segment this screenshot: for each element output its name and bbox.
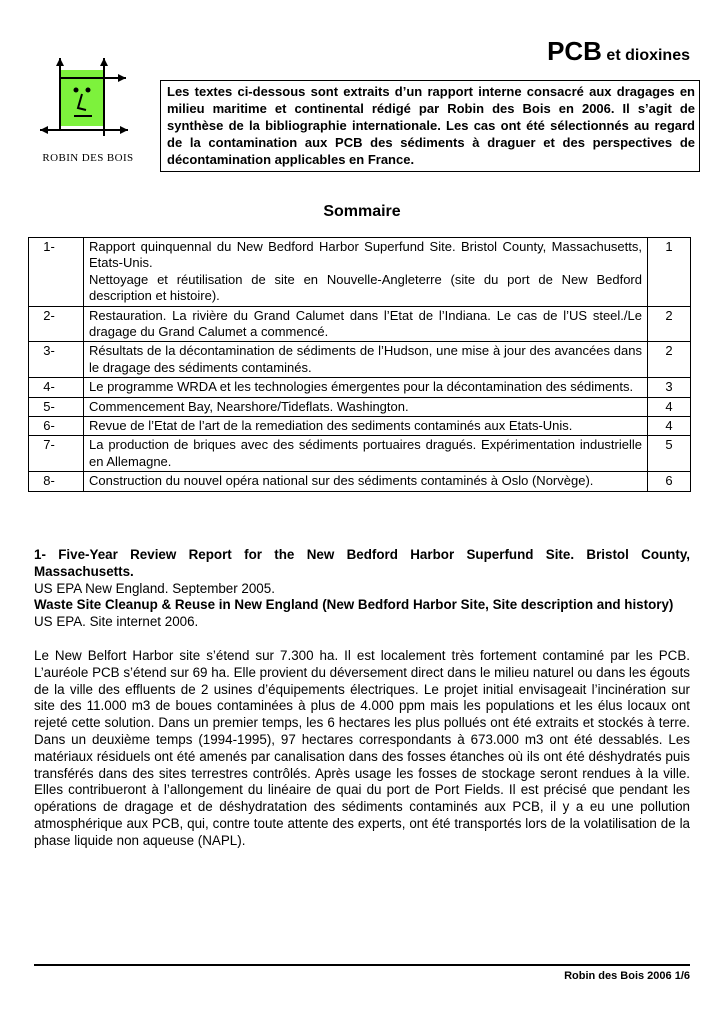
section-heading: 1- Five-Year Review Report for the New Bedford Harbor Superfund Site. Bristol County, Massachusetts. (34, 547, 690, 579)
toc-row (29, 472, 691, 491)
toc-row (29, 397, 691, 416)
toc-row (29, 342, 691, 378)
toc-text: Commencement Bay, Nearshore/Tideflats. Washington. (84, 397, 648, 416)
toc-num: 3- (29, 342, 84, 378)
toc-page: 4 (648, 417, 691, 436)
title-sub: et dioxines (606, 47, 690, 64)
toc-row (29, 417, 691, 436)
toc-text: Construction du nouvel opéra national sur des sédiments contaminés à Oslo (Norvège). (84, 472, 648, 491)
toc-text: La production de briques avec des sédiments portuaires dragués. Expérimentation industrielle en Allemagne. (84, 436, 648, 472)
toc-text: Revue de l’Etat de l’art de la remediation des sediments contaminés aux Etats-Unis. (84, 417, 648, 436)
toc-text-secondary: Nettoyage et réutilisation de site en Nouvelle-Angleterre (site du port de New Bedford description et histoire). (89, 271, 642, 304)
toc-row (29, 306, 691, 342)
section-1 (34, 547, 690, 850)
toc-num: 6- (29, 417, 84, 436)
logo-face-icon (38, 58, 138, 150)
toc-text: Rapport quinquennal du New Bedford Harbor Superfund Site. Bristol County, Massachusetts, Etats-Unis. (89, 239, 642, 271)
robin-des-bois-logo (38, 58, 138, 170)
section-subheading: Waste Site Cleanup & Reuse in New England (New Bedford Harbor Site, Site description and history) (34, 597, 674, 613)
toc-num: 5- (29, 397, 84, 416)
toc-page: 3 (648, 378, 691, 397)
section-source-2: US EPA. Site internet 2006. (34, 614, 199, 630)
toc-page: 6 (648, 472, 691, 491)
toc-page: 2 (648, 306, 691, 342)
toc-num: 1- (29, 238, 84, 307)
toc-num: 2- (29, 306, 84, 342)
toc-row (29, 238, 691, 307)
sommaire-title: Sommaire (323, 203, 401, 220)
toc-page: 5 (648, 436, 691, 472)
section-paragraph: Le New Belfort Harbor site s’étend sur 7.300 ha. Il est localement très fortement contaminé par les PCB. L’auréole PCB s’étend sur 69 ha. Elle provient du déversement direct dans le milieu naturel ou dans les égouts de la ville des effluents de 2 usines d’équipements électriques. Le projet initial envisageait l’incinération sur site des 11.000 m3 de boues contaminées à plus de 4.000 ppm mais les populations et les élus locaux ont rejeté cette solution. Dans un premier temps, les 6 hectares les plus pollués ont été extraits et stockés à terre. Dans un deuxième temps (1994-1995), 97 hectares correspondants à 673.000 m3 ont été dessablés. Les matériaux résiduels ont été amenés par canalisation dans des fosses étanches où ils ont été déshydratés puis transférés dans des sites terrestres contrôlés. Après usage les fosses de stockage seront rendues à la ville. Elles contribueront à l’allongement du linéaire de quai du port de Port Fields. Il est précisé que pendant les opérations de dragage et de déshydratation des sédiments contaminés aux PCB, il y a eu une pollution atmosphérique aux PCB, qui, contre toute attente des experts, ont été transportés lors de la volatilisation de la phase liquide non aqueuse (NAPL). (34, 647, 690, 848)
logo-text: ROBIN DES BOIS (42, 152, 134, 164)
sommaire-table (28, 237, 691, 492)
toc-num: 8- (29, 472, 84, 491)
toc-num: 4- (29, 378, 84, 397)
toc-text: Résultats de la décontamination de sédiments de l’Hudson, une mise à jour des avancées dans le dragage des sédiments contaminés. (84, 342, 648, 378)
toc-text: Restauration. La rivière du Grand Calumet dans l’Etat de l’Indiana. Le cas de l’US steel./Le dragage du Grand Calumet a commencé. (84, 306, 648, 342)
document-title (547, 36, 690, 67)
toc-row (29, 378, 691, 397)
toc-page: 2 (648, 342, 691, 378)
footer-divider (34, 964, 690, 966)
toc-page: 4 (648, 397, 691, 416)
title-main: PCB (547, 36, 602, 66)
page-footer: Robin des Bois 2006 1/6 (564, 970, 690, 982)
toc-page: 1 (648, 238, 691, 307)
section-source: US EPA New England. September 2005. (34, 580, 275, 596)
intro-box: Les textes ci-dessous sont extraits d’un rapport interne consacré aux dragages en milieu maritime et continental rédigé par Robin des Bois en 2006. Il s’agit de synthèse de la bibliographie internationale. Les cas ont été sélectionnés au regard de la contamination aux PCB des sédiments à draguer et des perspectives de décontamination applicables en France. (160, 80, 700, 172)
toc-entry (84, 238, 648, 307)
toc-num: 7- (29, 436, 84, 472)
toc-row (29, 436, 691, 472)
toc-text: Le programme WRDA et les technologies émergentes pour la décontamination des sédiments. (84, 378, 648, 397)
